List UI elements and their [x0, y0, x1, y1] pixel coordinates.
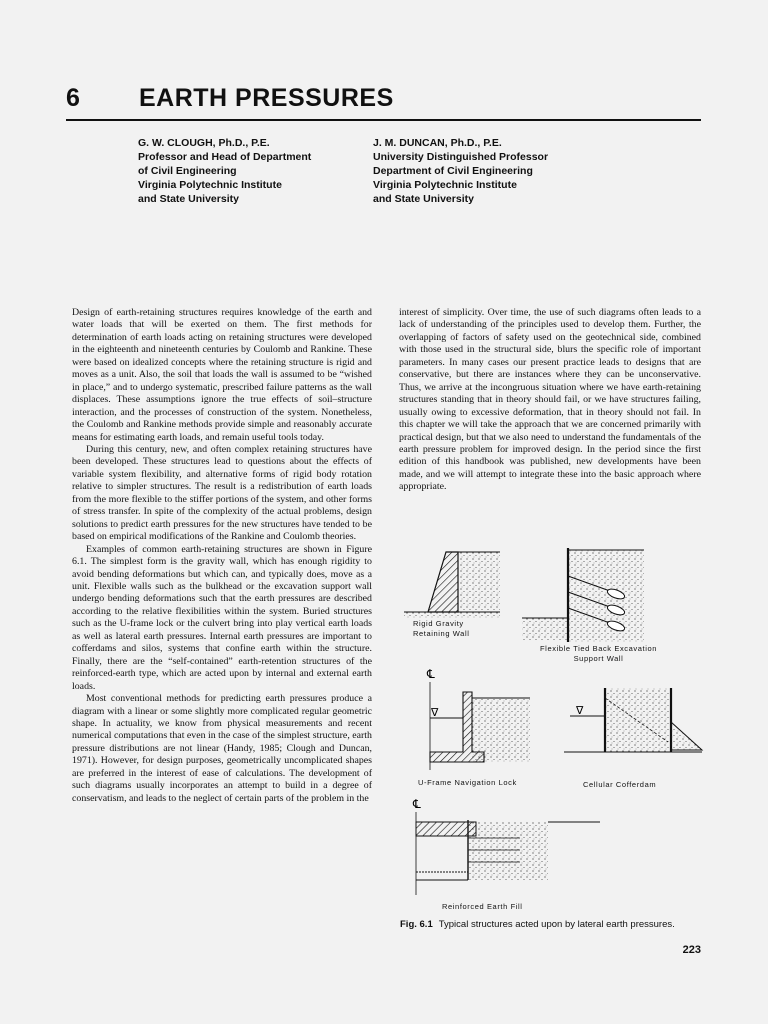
- reinforced-earth-sketch: [412, 797, 600, 895]
- tieback-wall-sketch: [522, 548, 644, 642]
- label-line: Rigid Gravity: [413, 619, 464, 628]
- label-line: Support Wall: [573, 654, 624, 663]
- author-affiliation-line: Department of Civil Engineering: [373, 165, 533, 177]
- figure-number: Fig. 6.1: [400, 919, 433, 930]
- body-paragraph: Most conventional methods for predicting earth pressures produce a diagram with a linear or some slightly more complicated regular geometric shape. In actuality, we know from physical measurements and recent numerical computations that even in the case of the simplest structure, earth pressure distributions are not linear (Handy, 1985; Clough and Duncan, 1971). However, for design purposes, geometrically uncomplicated shapes are preferred in the interest of ease of calculations. The development of such diagrams usually incorporates an attempt to build in a degree of conservatism, and leads to the neglect of certain parts of the problem in the: [72, 693, 372, 804]
- reinforced-label: Reinforced Earth Fill: [442, 902, 523, 911]
- author-affiliation-line: Virginia Polytechnic Institute: [373, 179, 517, 191]
- figure-caption: [400, 919, 675, 930]
- uframe-label: U-Frame Navigation Lock: [418, 778, 517, 787]
- author-affiliation-line: of Civil Engineering: [138, 165, 237, 177]
- chapter-title: EARTH PRESSURES: [139, 84, 394, 112]
- author-affiliation-line: and State University: [138, 193, 239, 205]
- centerline-symbol: ℄: [413, 797, 421, 811]
- label-line: Flexible Tied Back Excavation: [540, 644, 658, 653]
- author-block-clough: [138, 136, 311, 206]
- water-level-symbol: ∇: [576, 704, 584, 717]
- gravity-wall-label: [413, 619, 469, 639]
- uframe-lock-sketch: [426, 667, 530, 770]
- figure-caption-text: Typical structures acted upon by lateral earth pressures.: [438, 919, 675, 930]
- centerline-symbol: ℄: [427, 667, 435, 681]
- cofferdam-sketch: [564, 688, 702, 752]
- author-affiliation-line: Virginia Polytechnic Institute: [138, 179, 282, 191]
- title-rule: [66, 119, 701, 121]
- body-paragraph: Examples of common earth-retaining structures are shown in Figure 6.1. The simplest form is the gravity wall, which has enough rigidity to avoid bending deformations but which can, and typically does, move as a unit. Flexible walls such as the bulkhead or the excavation support wall undergo bending deformations such that the earth pressures are described according to the relative flexibilities within the system. Buried structures such as the U-frame lock or the culvert bring into play vertical earth loads as well as lateral earth pressures. Internal earth pressures are important to cofferdams and silos, systems that confine earth within the structure. Finally, there are the “self-contained” earth-retention structures of the reinforced-earth type, which are acted upon by internal and external earth loads.: [72, 543, 372, 692]
- body-paragraph: Design of earth-retaining structures requires knowledge of the earth and water loads that will be exerted on them. The first methods for determination of earth loads acting on retaining structures were developed in the eighteenth and nineteenth centuries by Coulomb and Rankine. These were based on idealized concepts where the retaining structure is rigid and moves as a unit. Also, the soil that loads the wall is assumed to be “wished in place,” and to undergo systematic, prescribed failure patterns as the wall displaces. These assumptions ignore the true effects of soil–structure interaction, and the processes of construction of the system. Nonetheless, the Coulomb and Rankine methods provide simple and reasonably accurate means for estimating earth loads, and remain useful tools today.: [72, 307, 372, 443]
- body-right-column: [399, 307, 701, 494]
- author-affiliation-line: and State University: [373, 193, 474, 205]
- structures-diagram: [400, 540, 705, 920]
- author-affiliation-line: University Distinguished Professor: [373, 151, 549, 163]
- author-block-duncan: [373, 136, 548, 206]
- gravity-wall-sketch: [404, 552, 500, 618]
- water-level-symbol: ∇: [431, 706, 439, 719]
- cofferdam-label: Cellular Cofferdam: [583, 780, 657, 789]
- chapter-number: 6: [66, 84, 80, 112]
- label-line: Retaining Wall: [413, 629, 470, 638]
- author-name: J. M. DUNCAN, Ph.D., P.E.: [373, 137, 502, 149]
- body-left-column: [72, 307, 372, 805]
- figure-6-1: [400, 540, 705, 940]
- page-number: 223: [682, 944, 701, 956]
- body-paragraph: During this century, new, and often complex retaining structures have been developed. These structures lead to questions about the effects of variable system flexibility, and alternative forms of rigid body rotation relative to simpler structures. The result is a redistribution of earth loads from the more flexible to the stiffer portions of the system, and other forms of stress transfer. In spite of the complexity of the actual problems, design solutions to predict earth pressures for the new structures have tended to be based on empirical modifications of the Rankine and Coulomb theories.: [72, 443, 372, 543]
- author-affiliation-line: Professor and Head of Department: [138, 151, 312, 163]
- body-paragraph: interest of simplicity. Over time, the use of such diagrams often leads to a lack of understanding of the principles used to develop them. Further, the overlapping of factors of safety used on the geotechnical side, combined with those used in the structural side, blurs the specific role of important parameters. In many cases our present practice leads to designs that are conservative, but there are instances where they can be unconservative. Thus, we arrive at the incongruous situation where we have earth-retaining structures standing that in theory should fail, or we have structures failing, usually owing to excessive deformation, that in theory should not fail. In this chapter we will take the approach that we are concerned primarily with practical design, but that we also need to understand the fundamentals of the earth pressure problem for improved design. In the period since the first edition of this handbook was published, new developments have been made, and we will attempt to integrate these into the basic approach where appropriate.: [399, 307, 701, 493]
- author-name: G. W. CLOUGH, Ph.D., P.E.: [138, 137, 270, 149]
- tieback-wall-label: [540, 644, 657, 664]
